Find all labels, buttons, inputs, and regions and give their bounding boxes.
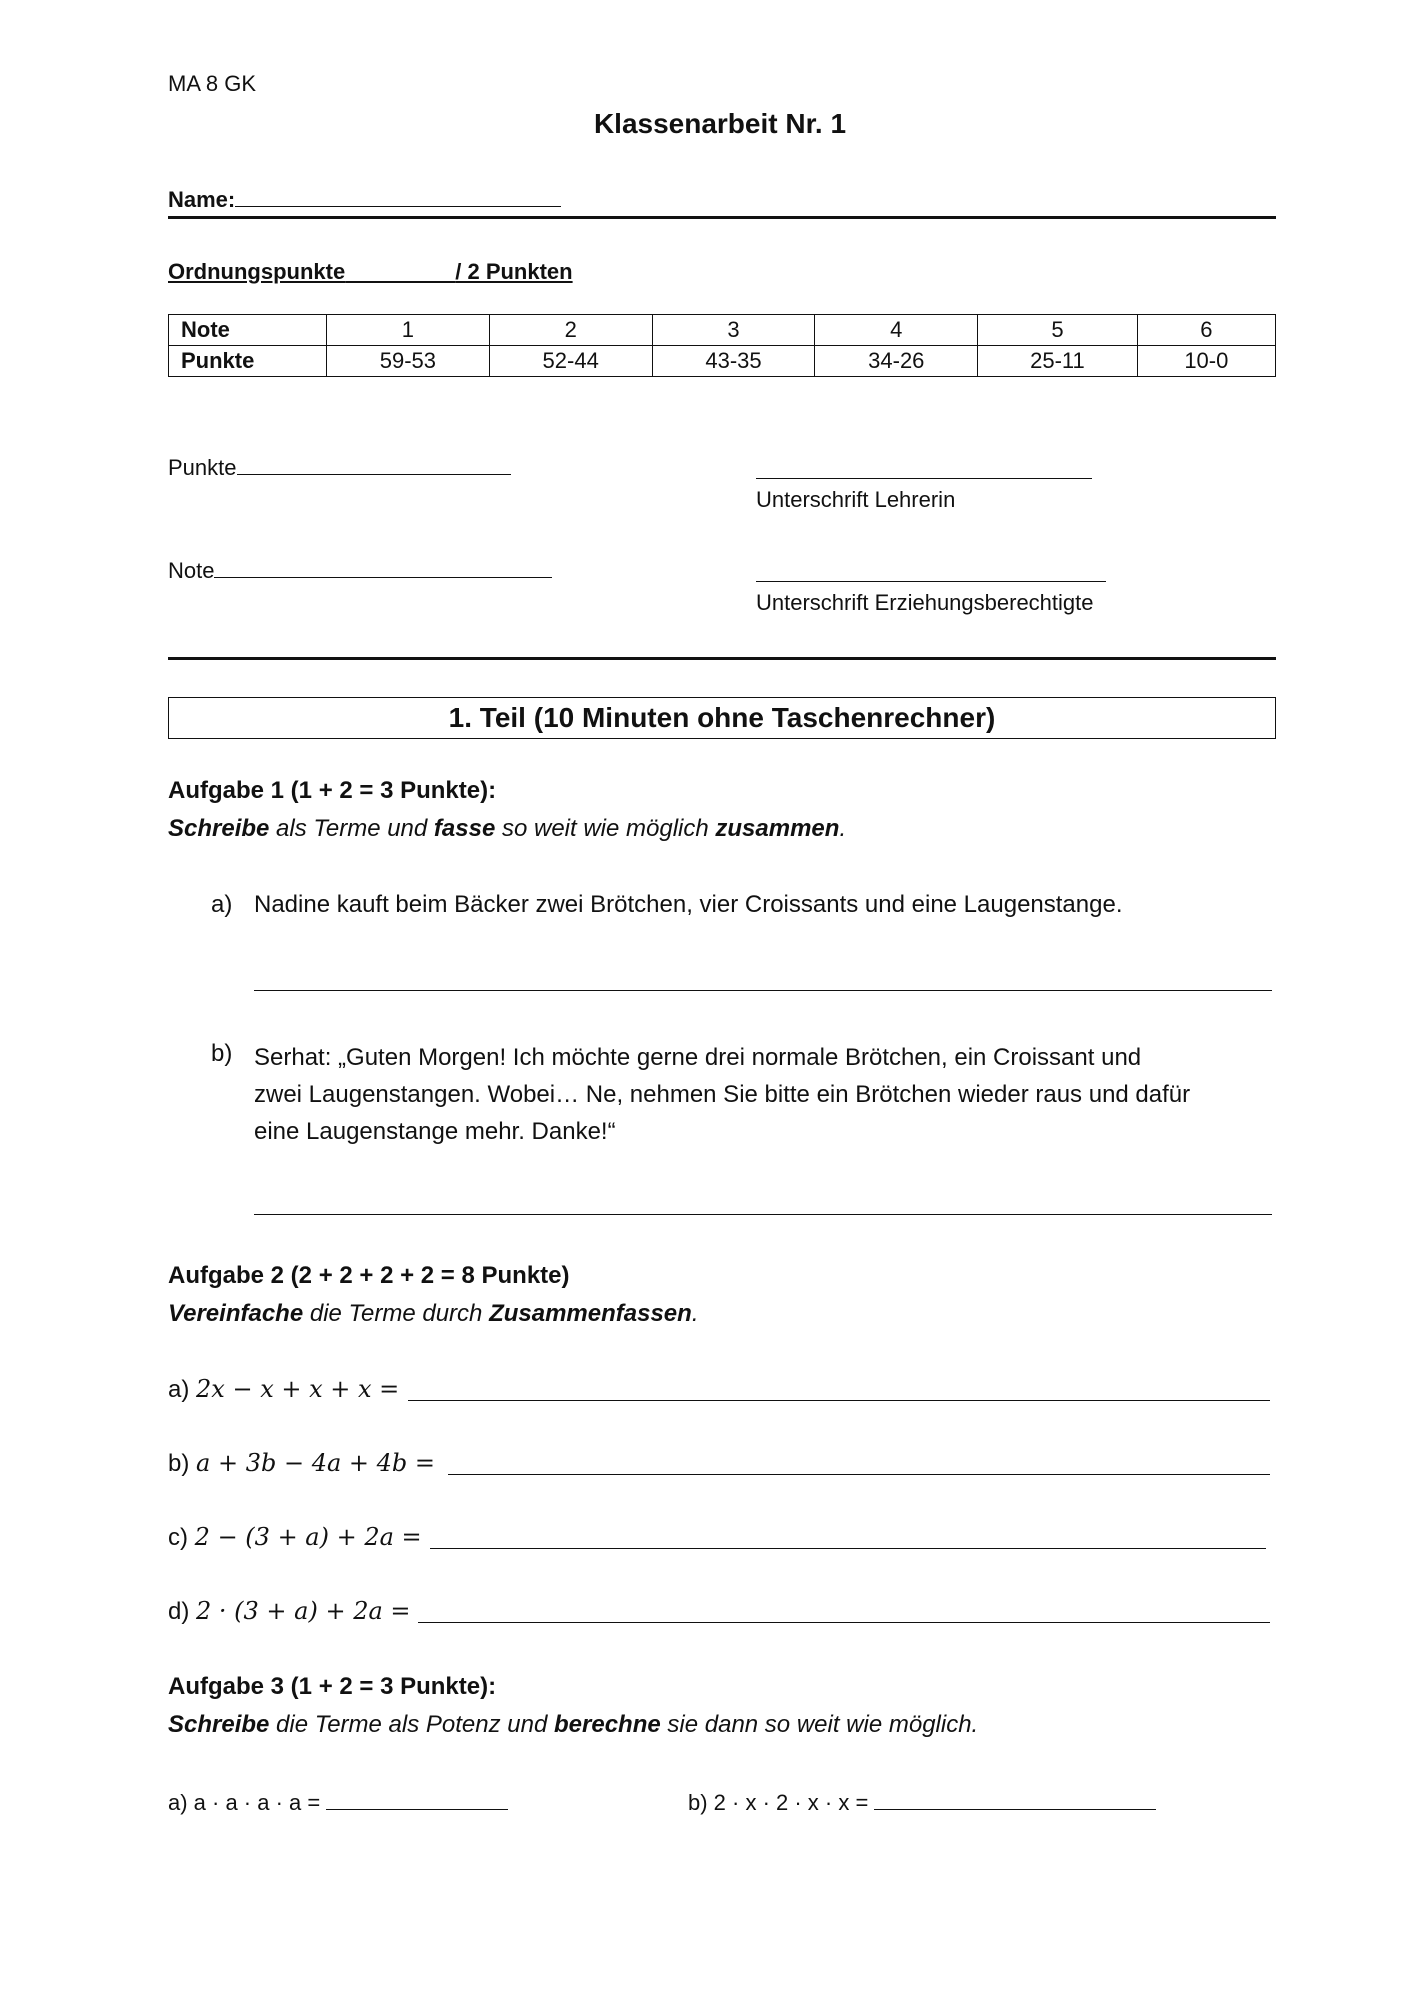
points-label: Punkte [168,455,237,480]
task3a-answer-blank[interactable] [326,1787,508,1810]
divider-middle [168,657,1276,660]
page-title: Klassenarbeit Nr. 1 [593,108,847,139]
task1b-line: eine Laugenstange mehr. Danke!“ [254,1118,616,1145]
order-points-blank[interactable] [345,259,455,284]
table-row-points [169,346,1276,377]
name-blank[interactable] [235,184,561,207]
task2a-expression: 2x − x + x + x = [196,1375,400,1403]
points-cell: 10-0 [1137,346,1275,377]
table-row-grades [169,315,1276,346]
instr-word: so weit wie möglich [495,815,716,842]
grade-field[interactable] [168,555,552,585]
task2b-expression: a + 3b − 4a + 4b = [196,1449,436,1477]
task2c-expression: 2 − (3 + a) + 2a = [194,1523,422,1551]
task1b-line: Serhat: „Guten Morgen! Ich möchte gerne drei normale Brötchen, ein Croissant und [254,1044,1142,1071]
instr-word: als Terme und [269,815,434,842]
row-label-note: Note [169,315,327,346]
points-cell: 59-53 [327,346,490,377]
points-field[interactable] [168,452,511,482]
task2d-label: d) [168,1598,197,1625]
instr-word: . [839,815,847,842]
grade-cell: 6 [1137,315,1275,346]
task3a-expression: a) a · a · a · a = [168,1790,327,1815]
grade-table [168,314,1276,377]
name-field[interactable] [168,184,561,214]
task2d-answer-line[interactable] [418,1622,1270,1623]
grade-label: Note [168,558,215,583]
grade-cell: 1 [327,315,490,346]
course-label: MA 8 GK [168,71,257,96]
grade-blank[interactable] [214,555,552,578]
order-points [168,258,573,286]
points-cell: 52-44 [489,346,652,377]
instr-word: Zusammenfassen [489,1300,692,1327]
task2c-label: c) [168,1524,195,1551]
task1a-answer-line[interactable] [254,990,1272,991]
order-points-label: Ordnungspunkte [168,259,346,284]
name-label: Name: [168,187,236,212]
task3a [168,1787,508,1817]
task2b-label: b) [168,1450,197,1477]
task3b [688,1787,1156,1817]
task2d-expression: 2 · (3 + a) + 2a = [196,1597,411,1625]
task1b-text [254,1039,1190,1150]
task2a-label: a) [168,1376,197,1403]
grade-cell: 5 [978,315,1138,346]
grade-cell: 4 [815,315,978,346]
part1-title: 1. Teil (10 Minuten ohne Taschenrechner) [168,697,1276,739]
task2c-answer-line[interactable] [430,1548,1266,1549]
task1a-text: Nadine kauft beim Bäcker zwei Brötchen, vier Croissants und eine Laugenstange. [254,891,1123,918]
instr-word: die Terme als Potenz und [269,1711,555,1738]
points-cell: 34-26 [815,346,978,377]
task1b-line: zwei Laugenstangen. Wobei… Ne, nehmen Sie bitte ein Brötchen wieder raus und dafür [254,1081,1191,1108]
task2b-answer-line[interactable] [448,1474,1270,1475]
task1-heading: Aufgabe 1 (1 + 2 = 3 Punkte): [168,777,497,804]
teacher-signature-label: Unterschrift Lehrerin [756,487,956,512]
instr-word: Vereinfache [168,1300,304,1327]
task2a-answer-line[interactable] [408,1400,1270,1401]
task1-instruction [168,814,846,844]
task3-heading: Aufgabe 3 (1 + 2 = 3 Punkte): [168,1673,497,1700]
task1b-label: b) [211,1040,233,1067]
instr-word: Schreibe [168,815,270,842]
task3b-answer-blank[interactable] [874,1787,1156,1810]
row-label-punkte: Punkte [169,346,327,377]
task3-instruction [168,1710,978,1740]
instr-word: fasse [433,815,496,842]
instr-word: . [691,1300,699,1327]
grade-cell: 3 [652,315,815,346]
points-cell: 43-35 [652,346,815,377]
task1a-label: a) [211,891,233,918]
grade-cell: 2 [489,315,652,346]
points-cell: 25-11 [978,346,1138,377]
guardian-signature-label: Unterschrift Erziehungsberechtigte [756,590,1094,615]
points-blank[interactable] [237,452,511,475]
task2-heading: Aufgabe 2 (2 + 2 + 2 + 2 = 8 Punkte) [168,1262,570,1289]
task1b-answer-line[interactable] [254,1214,1272,1215]
instr-word: die Terme durch [303,1300,490,1327]
instr-word: Schreibe [168,1711,270,1738]
order-points-total: / 2 Punkten [455,259,573,284]
instr-word: sie dann so weit wie möglich. [660,1711,979,1738]
instr-word: berechne [554,1711,661,1738]
instr-word: zusammen [715,815,840,842]
divider-top [168,216,1276,219]
task2-instruction [168,1299,698,1329]
teacher-signature-line[interactable] [756,478,1092,479]
task3b-expression: b) 2 · x · 2 · x · x = [688,1790,875,1815]
guardian-signature-line[interactable] [756,581,1106,582]
